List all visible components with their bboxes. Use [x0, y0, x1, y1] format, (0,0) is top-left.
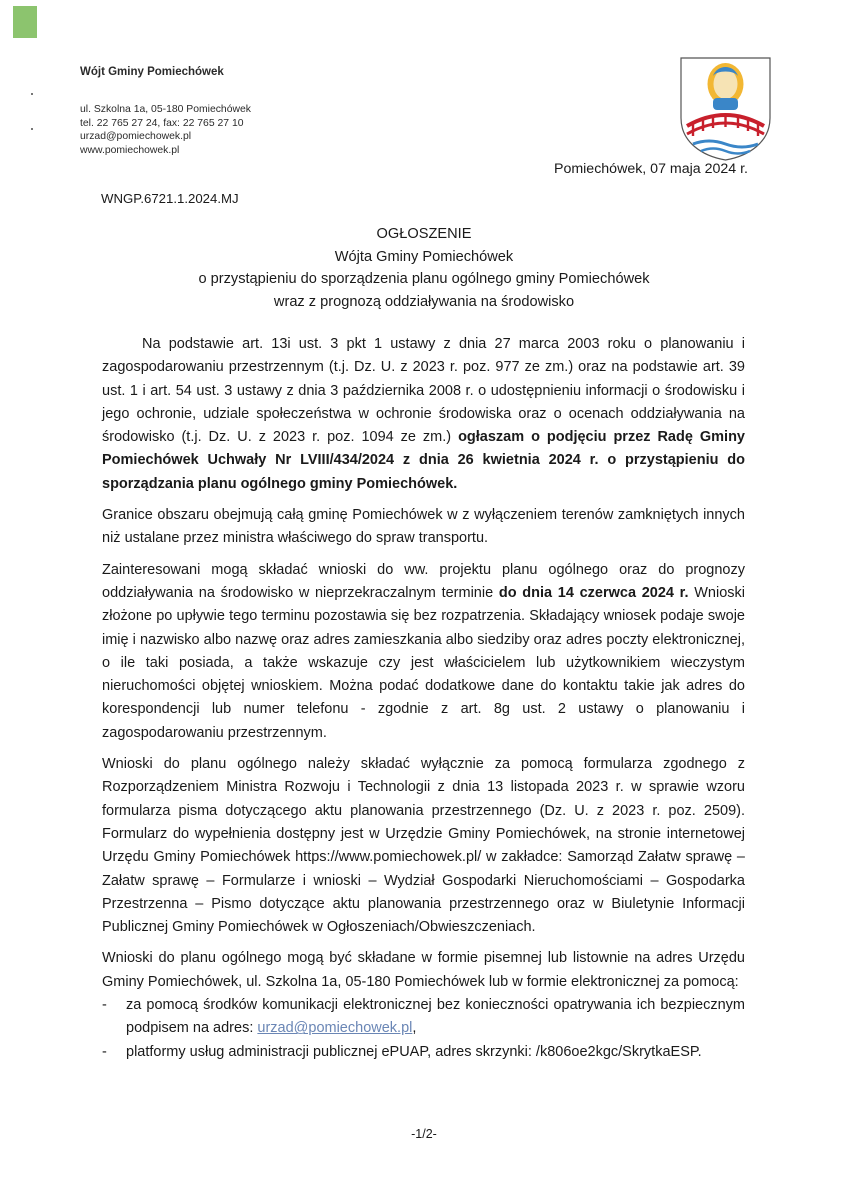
paragraph-deadline	[102, 559, 745, 745]
heading-line-4: wraz z prognozą oddziaływania na środowisko	[273, 293, 575, 310]
list-item: - platformy usług administracji publicznej ePUAP, adres skrzynki: /k806oe2kgc/SkrytkaESP.	[102, 1041, 745, 1064]
legal-basis-bold: ogłaszam o podjęciu przez Radę Gminy Pomiechówek Uchwały Nr LVIII/434/2024 z dnia 26 kwietnia 2024 r. o przystąpieniu do sporządzania planu ogólnego gminy Pomiechówek.	[102, 429, 745, 492]
document-body	[102, 333, 745, 1064]
paragraph-legal-basis	[102, 333, 745, 496]
bullet-email-text: za pomocą środków komunikacji elektronicznej bez konieczności opatrywania ich bezpiecznym podpisem na adres:	[126, 997, 745, 1037]
announcement-heading	[0, 223, 848, 313]
list-item	[102, 994, 745, 1041]
legal-basis-text: Na podstawie art. 13i ust. 3 pkt 1 ustawy z dnia 27 marca 2003 roku o planowaniu i zagospodarowaniu przestrzennym (t.j. Dz. U. z 2023 r. poz. 977 ze zm.) oraz na podstawie art. 39 ust. 1 i art. 54 ust. 3 ustawy z dnia 3 października 2008 r. o udostępnieniu informacji o środowisku i jego ochronie, udziale społeczeństwa w ochronie środowiska oraz o ocenach oddziaływania na środowisko (t.j. Dz. U. z 2023 r. poz. 1094 ze zm.)	[102, 336, 745, 446]
sender-email[interactable]: urzad@pomiechowek.pl	[80, 131, 192, 143]
coat-of-arms-icon	[679, 56, 772, 162]
margin-mark	[31, 128, 33, 130]
paragraph-form: Wnioski do planu ogólnego należy składać wyłącznie za pomocą formularza zgodnego z Rozporządzeniem Ministra Rozwoju i Technologii z dnia 13 listopada 2023 r. w sprawie wzoru formularza pisma dotyczącego aktu planowania przestrzennego (Dz. U. z 2023 r. poz. 2509). Formularz do wypełnienia dostępny jest w Urzędzie Gminy Pomiechówek, na stronie internetowej Urzędu Gminy Pomiechówek https://www.pomiechowek.pl/ w zakładce: Samorząd Załatw sprawę – Załatw sprawę – Formularze i wnioski – Wydział Gospodarki Nieruchomościami – Gospodarka Przestrzenna – Pismo dotyczące aktu planowania przestrzennego oraz w Biuletynie Informacji Publicznej Gminy Pomiechówek w Ogłoszeniach/Obwieszczeniach.	[102, 756, 745, 936]
document-date: Pomiechówek, 07 maja 2024 r.	[553, 161, 748, 177]
sender-name: Wójt Gminy Pomiechówek	[80, 66, 224, 78]
reference-number: WNGP.6721.1.2024.MJ	[101, 191, 239, 206]
heading-line-3: o przystąpieniu do sporządzenia planu ogólnego gminy Pomiechówek	[198, 271, 650, 288]
deadline-rest: Wnioski złożone po upływie tego terminu pozostawia się bez rozpatrzenia. Składający wniosek podaje swoje imię i nazwisko albo nazwę oraz adres zamieszkania albo siedziby oraz adres poczty elektronicznej, o ile taki posiada, a także wskazuje czy jest właścicielem lub użytkownikiem wieczystym nieruchomości objętej wnioskiem. Można podać dodatkowe dane do kontaktu takie jak adres do korespondencji lub numer telefonu - zgodnie z art. 8g ust. 2 ustawy o planowaniu i zagospodarowaniu przestrzennym.	[102, 584, 745, 741]
scan-corner-tab	[13, 6, 37, 38]
deadline-text: Zainteresowani mogą składać wnioski do ww. projektu planu ogólnego oraz do prognozy oddziaływania na środowisko w nieprzekraczalnym terminie	[102, 561, 745, 601]
sender-phone: tel. 22 765 27 24, fax: 22 765 27 10	[80, 117, 244, 129]
sender-block	[80, 66, 440, 157]
margin-mark	[31, 93, 33, 95]
email-link[interactable]: urzad@pomiechowek.pl	[257, 1020, 413, 1037]
sender-website[interactable]: www.pomiechowek.pl	[80, 144, 180, 156]
submission-methods-list	[102, 994, 745, 1064]
heading-line-1: OGŁOSZENIE	[376, 226, 472, 242]
heading-line-2: Wójta Gminy Pomiechówek	[334, 248, 514, 265]
sender-address: ul. Szkolna 1a, 05-180 Pomiechówek	[80, 104, 251, 115]
paragraph-submission: Wnioski do planu ogólnego mogą być składane w formie pisemnej lub listownie na adres Urzędu Gminy Pomiechówek, ul. Szkolna 1a, 05-180 Pomiechówek lub w formie elektronicznej za pomocą:	[102, 950, 745, 990]
deadline-date: do dnia 14 czerwca 2024 r.	[498, 584, 689, 601]
bullet-email-end: ,	[412, 1020, 417, 1037]
page-number: -1/2-	[411, 1127, 437, 1141]
paragraph-boundaries: Granice obszaru obejmują całą gminę Pomiechówek w z wyłączeniem terenów zamkniętych innych niż ustalane przez ministra właściwego do spraw transportu.	[102, 507, 745, 547]
